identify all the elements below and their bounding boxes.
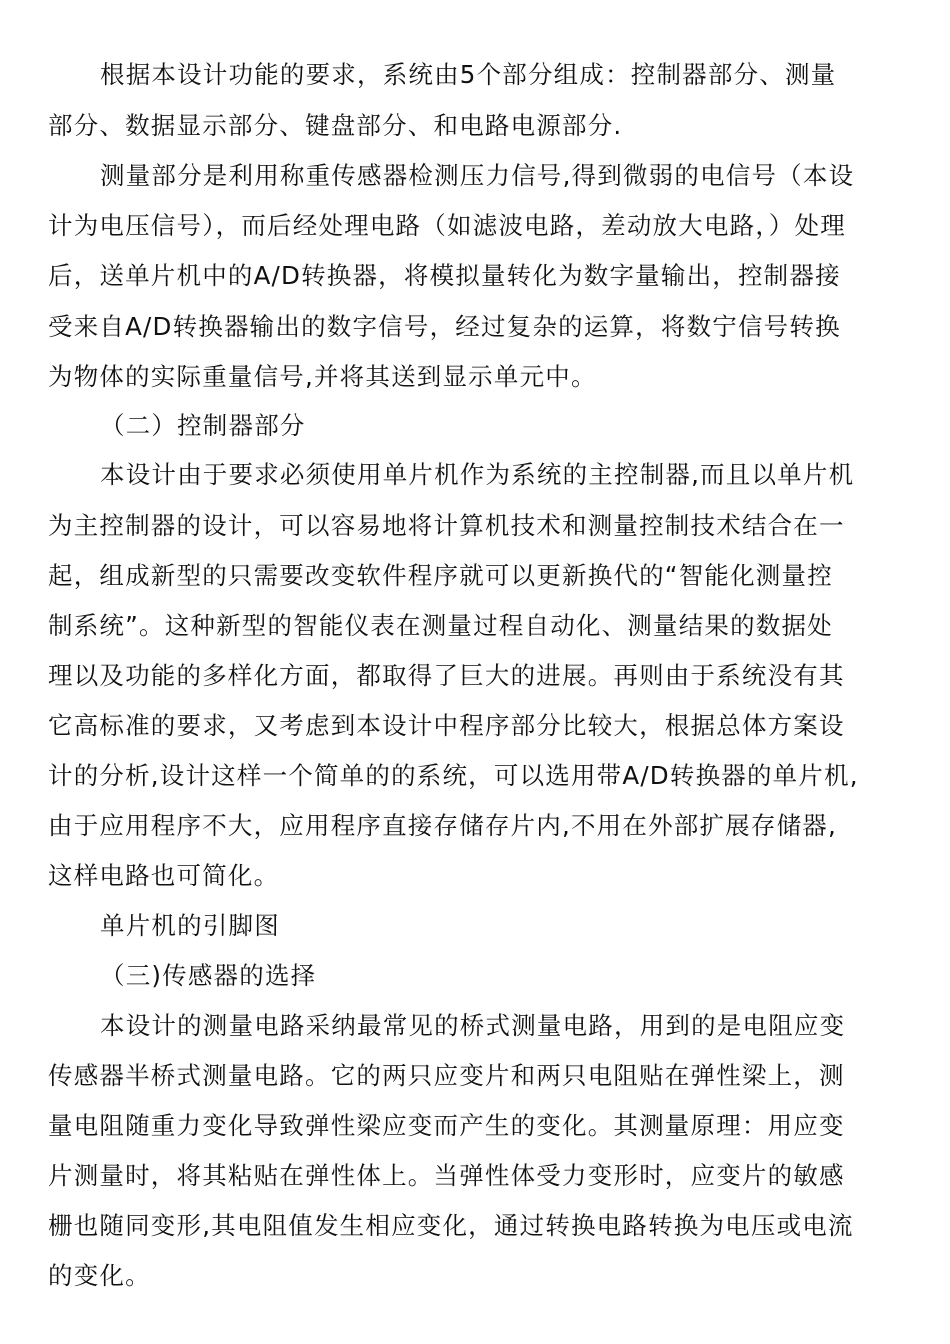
- section-heading: （三)传感器的选择: [100, 961, 317, 990]
- text-line: 后，送单片机中的A/D转换器，将模拟量转化为数字量输出，控制器接: [48, 261, 841, 290]
- text-line: 计为电压信号），而后经处理电路（如滤波电路，差动放大电路，）处理: [48, 211, 846, 240]
- text-line: 测量部分是利用称重传感器检测压力信号,得到微弱的电信号（本设: [100, 161, 855, 190]
- text-line: 为物体的实际重量信号,并将其送到显示单元中。: [48, 362, 597, 391]
- text-line: 部分、数据显示部分、键盘部分、和电路电源部分.: [48, 111, 623, 140]
- text-line: 本设计的测量电路采纳最常见的桥式测量电路，用到的是电阻应变: [100, 1011, 846, 1040]
- text-line: 制系统”。这种新型的智能仪表在测量过程自动化、测量结果的数据处: [48, 611, 833, 640]
- text-line: 这样电路也可简化。: [48, 861, 280, 890]
- text-line: 量电阻随重力变化导致弹性梁应变而产生的变化。其测量原理：用应变: [48, 1111, 845, 1140]
- text-line: 由于应用程序不大，应用程序直接存储存片内,不用在外部扩展存储器,: [48, 811, 837, 840]
- text-line: 片测量时，将其粘贴在弹性体上。当弹性体受力变形时，应变片的敏感: [48, 1161, 845, 1190]
- text-line: 受来自A/D转换器输出的数字信号，经过复杂的运算，将数宁信号转换: [48, 312, 841, 341]
- text-line: 为主控制器的设计，可以容易地将计算机技术和测量控制技术结合在一: [48, 511, 845, 540]
- text-line: 根据本设计功能的要求，系统由5个部分组成：控制器部分、测量: [100, 60, 837, 89]
- text-line: 的变化。: [48, 1261, 151, 1290]
- text-line: 栅也随同变形,其电阻值发生相应变化，通过转换电路转换为电压或电流: [48, 1211, 854, 1240]
- text-line: 计的分析,设计这样一个简单的的系统，可以选用带A/D转换器的单片机,: [48, 761, 859, 790]
- text-line: 传感器半桥式测量电路。它的两只应变片和两只电阻贴在弹性梁上，测: [48, 1061, 845, 1090]
- text-line: 本设计由于要求必须使用单片机作为系统的主控制器,而且以单片机: [100, 460, 855, 489]
- text-line: 理以及功能的多样化方面，都取得了巨大的进展。再则由于系统没有其: [48, 661, 845, 690]
- figure-caption: 单片机的引脚图: [100, 911, 280, 940]
- section-heading: （二）控制器部分: [100, 411, 306, 440]
- text-line: 它高标准的要求，又考虑到本设计中程序部分比较大，根据总体方案设: [48, 711, 845, 740]
- text-line: 起，组成新型的只需要改变软件程序就可以更新换代的“智能化测量控: [48, 561, 833, 590]
